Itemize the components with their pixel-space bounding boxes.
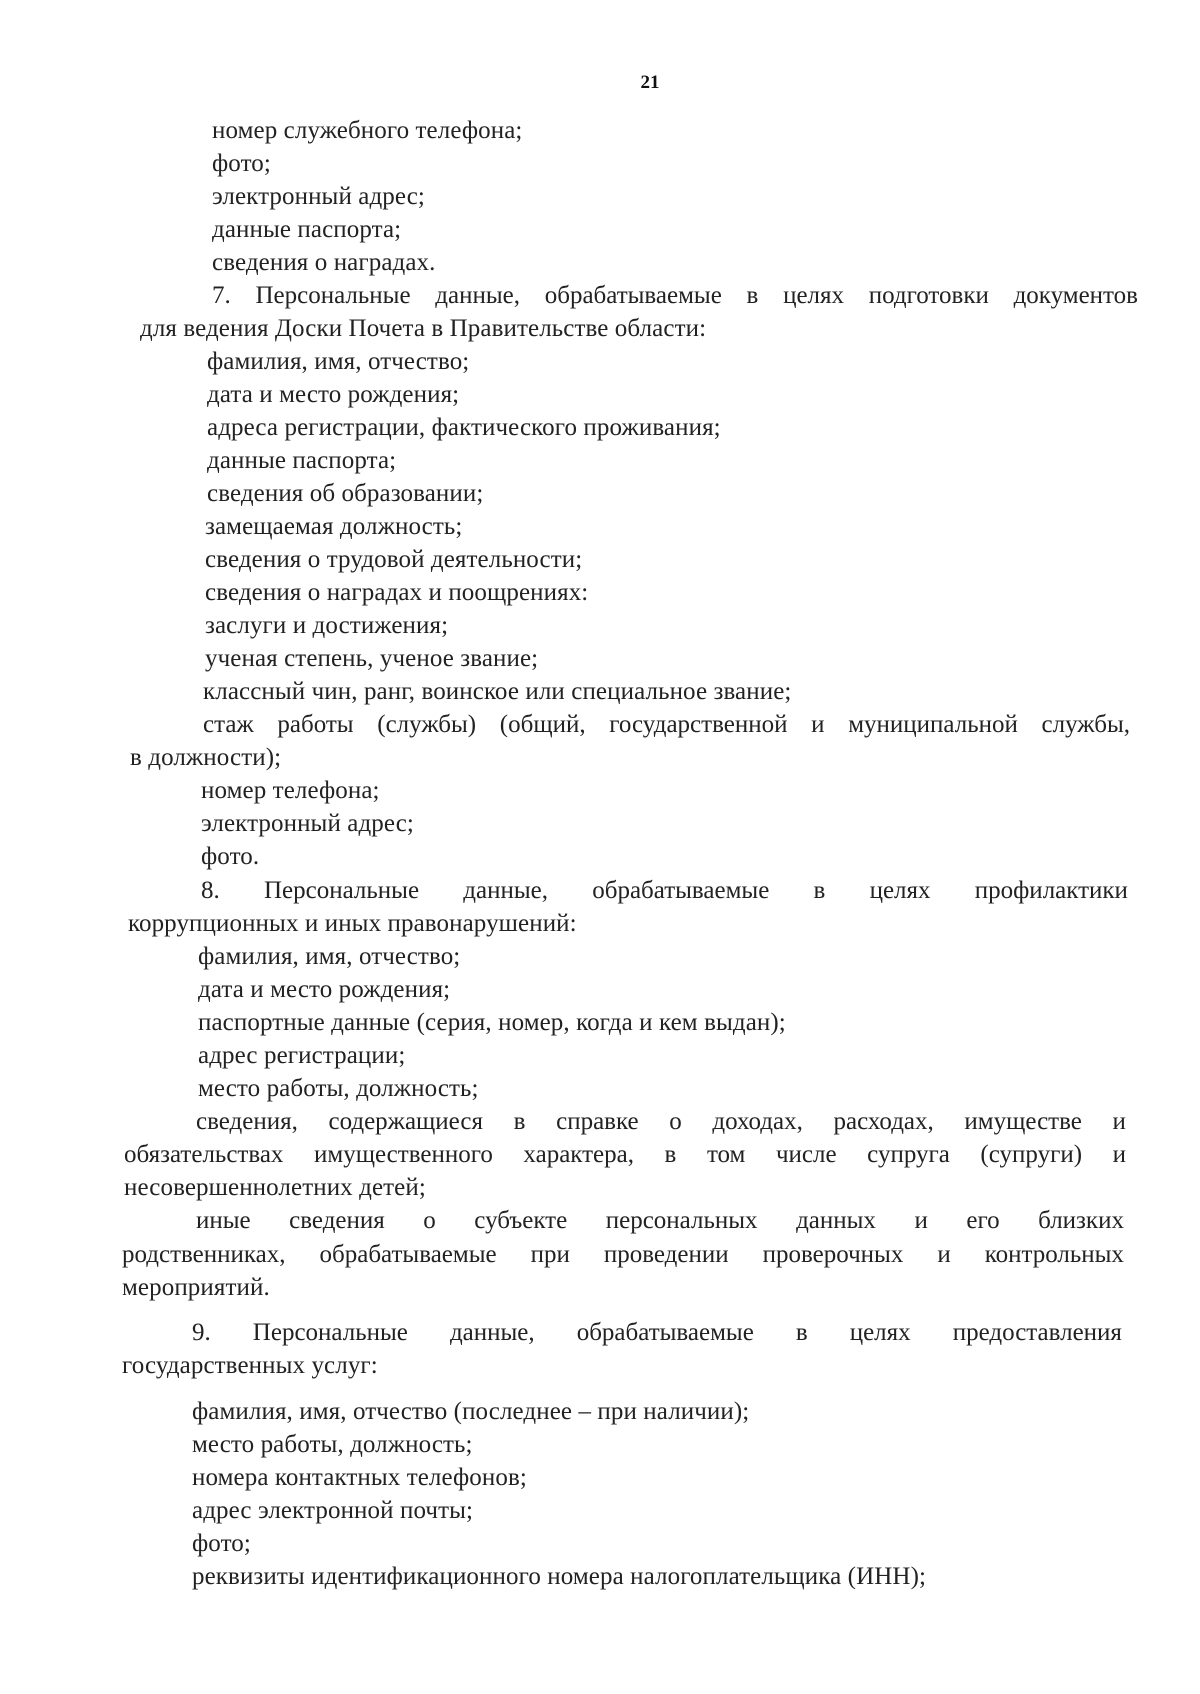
text-line: классный чин, ранг, воинское или специальное звание; [203,678,792,705]
text-line: 7. Персональные данные, обрабатываемые в целях подготовки документов [212,282,1138,309]
text-line: адрес регистрации; [198,1042,406,1069]
text-line: иные сведения о субъекте персональных данных и его близких [196,1207,1124,1234]
text-line: заслуги и достижения; [205,612,449,639]
text-line: коррупционных и иных правонарушений: [128,910,577,937]
text-line: электронный адрес; [201,810,414,837]
text-line: фамилия, имя, отчество; [207,348,470,375]
text-line: фамилия, имя, отчество (последнее – при наличии); [192,1398,750,1425]
text-line: номера контактных телефонов; [192,1464,527,1491]
text-line: место работы, должность; [198,1075,479,1102]
text-line: номер служебного телефона; [212,117,523,144]
text-line: электронный адрес; [212,183,425,210]
text-line: номер телефона; [201,777,380,804]
text-line: данные паспорта; [207,447,397,474]
text-line: 9. Персональные данные, обрабатываемые в целях предоставления [192,1319,1122,1346]
text-line: ученая степень, ученое звание; [205,645,539,672]
text-line: дата и место рождения; [198,976,451,1003]
text-line: 8. Персональные данные, обрабатываемые в целях профилактики [201,877,1128,904]
text-line: сведения о трудовой деятельности; [205,546,583,573]
text-line: адрес электронной почты; [192,1497,474,1524]
text-line: паспортные данные (серия, номер, когда и кем выдан); [198,1009,786,1036]
text-line: сведения, содержащиеся в справке о доходах, расходах, имуществе и [196,1108,1126,1135]
text-line: замещаемая должность; [205,513,463,540]
text-line: сведения о наградах. [212,249,436,276]
text-line: место работы, должность; [192,1431,473,1458]
text-line: дата и место рождения; [207,381,460,408]
text-line: мероприятий. [122,1274,270,1301]
text-line: государственных услуг: [122,1352,378,1379]
text-line: сведения об образовании; [207,480,484,507]
text-line: обязательствах имущественного характера, в том числе супруга (супруги) и [124,1141,1126,1168]
text-line: в должности); [130,744,282,771]
page-number: 21 [640,72,660,93]
text-line: для ведения Доски Почета в Правительстве области: [140,315,707,342]
text-line: фото. [201,843,260,870]
text-line: фото; [212,150,271,177]
text-line: адреса регистрации, фактического проживания; [207,414,721,441]
text-line: сведения о наградах и поощрениях: [205,579,589,606]
text-line: данные паспорта; [212,216,402,243]
text-line: несовершеннолетних детей; [124,1174,426,1201]
text-line: родственниках, обрабатываемые при проведении проверочных и контрольных [122,1241,1124,1268]
text-line: фамилия, имя, отчество; [198,943,461,970]
text-line: реквизиты идентификационного номера налогоплательщика (ИНН); [192,1563,927,1590]
text-line: стаж работы (службы) (общий, государственной и муниципальной службы, [203,711,1130,738]
text-line: фото; [192,1530,251,1557]
